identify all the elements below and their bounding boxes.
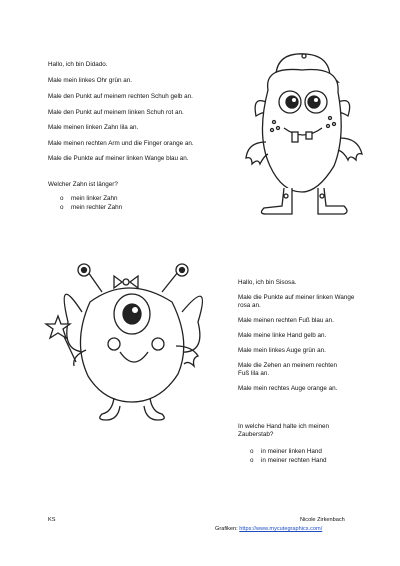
s2-option-1[interactable] — [250, 457, 326, 464]
didado-monster-illustration — [238, 46, 368, 218]
s2-line-0: Hallo, ich bin Sisosa. — [238, 279, 297, 286]
s2-line-6: Male mein rechtes Auge orange an. — [238, 385, 338, 392]
s1-line-6: Male die Punkte auf meiner linken Wange blau an. — [48, 155, 189, 162]
s2-option-1-label: in meiner rechten Hand — [261, 457, 327, 464]
s2-line-2: Male meinen rechten Fuß blau an. — [238, 317, 334, 324]
s2-line-4: Male mein linkes Auge grün an. — [238, 347, 326, 354]
s2-option-0-bullet: o — [250, 448, 254, 455]
footer-credit-label: Grafiken: — [215, 526, 238, 532]
s2-question: In welche Hand halte ich meinen Zauberstab? — [238, 423, 330, 438]
s1-line-4: Male meinen linken Zahn lila an. — [48, 124, 139, 131]
footer-author: Nicole Zirkenbach — [300, 517, 345, 523]
s1-option-0-label: mein linker Zahn — [71, 195, 118, 202]
footer-credit — [215, 526, 322, 532]
s2-line-5: Male die Zehen an meinem rechten Fuß lila an. — [238, 362, 338, 377]
s1-line-1: Male mein linkes Ohr grün an. — [48, 77, 132, 84]
s1-line-5: Male meinen rechten Arm und die Finger orange an. — [48, 140, 194, 147]
s1-option-1-label: mein rechter Zahn — [71, 204, 123, 211]
s1-option-1-bullet: o — [60, 204, 64, 211]
s2-option-0[interactable] — [250, 448, 322, 455]
footer-initials: KS — [48, 517, 56, 523]
s1-option-0[interactable] — [60, 195, 118, 202]
s1-question: Welcher Zahn ist länger? — [48, 181, 118, 188]
s1-line-2: Male den Punkt auf meinem rechten Schuh gelb an. — [48, 93, 193, 100]
sisosa-monster-illustration — [42, 262, 222, 432]
s2-option-1-bullet: o — [250, 457, 254, 464]
s1-option-1[interactable] — [60, 204, 122, 211]
s1-option-0-bullet: o — [60, 195, 64, 202]
footer-credit-link[interactable]: https://www.mycutegraphics.com/ — [239, 526, 323, 532]
s2-option-0-label: in meiner linken Hand — [261, 448, 322, 455]
s2-line-1: Male die Punkte auf meiner linken Wange rosa an. — [238, 294, 355, 309]
s1-line-3: Male den Punkt auf meinem linken Schuh rot an. — [48, 109, 184, 116]
s2-line-3: Male meine linke Hand gelb an. — [238, 332, 327, 339]
s1-line-0: Hallo, ich bin Didado. — [48, 61, 108, 68]
